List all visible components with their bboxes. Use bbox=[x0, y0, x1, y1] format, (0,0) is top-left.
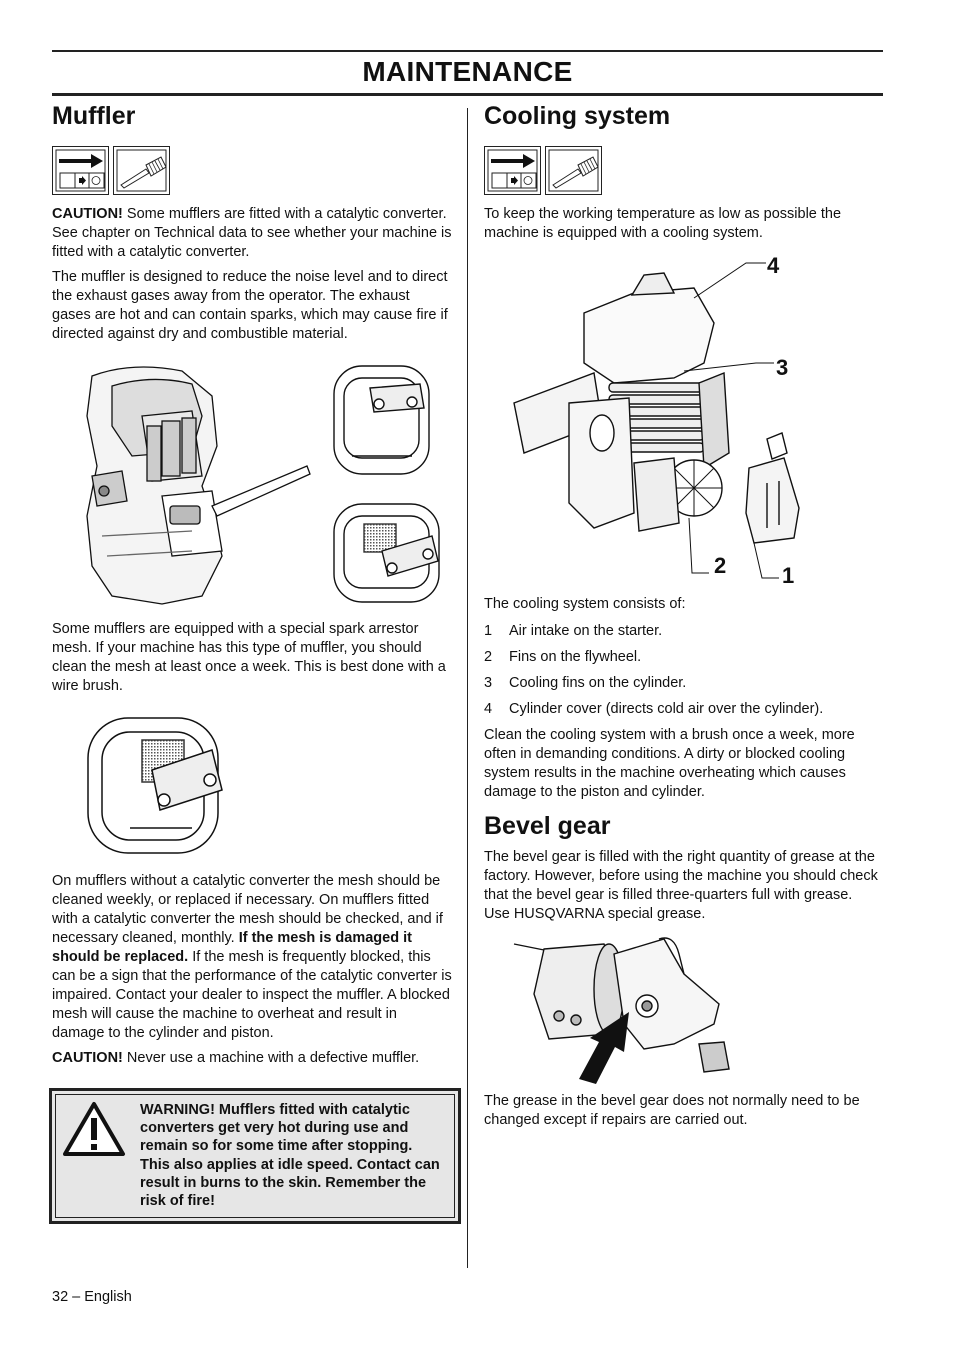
muffler-section bbox=[52, 100, 452, 1068]
cooling-parts-list bbox=[484, 622, 882, 719]
muffler-illustration bbox=[52, 356, 452, 606]
cooling-system-illustration bbox=[484, 253, 882, 593]
list-item: 1 Air intake on the starter. bbox=[484, 623, 663, 639]
page-number: 32 – English bbox=[52, 1289, 132, 1305]
spark-arrestor-text: Some mufflers are equipped with a special spark arrestor mesh. If your machine has this type of muffler, you should clean the mesh at least once a week. This is best done with a wire brush. bbox=[52, 621, 446, 694]
wire-brush-icon bbox=[113, 146, 170, 195]
cooling-consists: The cooling system consists of: bbox=[484, 596, 686, 612]
header-rule-bottom bbox=[52, 93, 883, 96]
column-divider bbox=[467, 108, 468, 1268]
list-item: 3 Cooling fins on the cylinder. bbox=[484, 675, 687, 691]
stop-switch-arrow-icon bbox=[52, 146, 109, 195]
callout-3: 3 bbox=[776, 355, 789, 380]
cooling-clean-text: Clean the cooling system with a brush once a week, more often in demanding conditions. A dirty or blocked cooling system results in the machine overheating which causes damage to the piston and cylinder. bbox=[484, 727, 855, 800]
muffler-caution: CAUTION! Some mufflers are fitted with a catalytic converter. See chapter on Technical data to see whether your machine is fitted with a catalytic converter. bbox=[52, 206, 452, 260]
callout-2: 2 bbox=[714, 553, 727, 578]
wire-brush-icon bbox=[545, 146, 602, 195]
header-rule-top bbox=[52, 50, 883, 52]
bevel-text: The bevel gear is filled with the right quantity of grease at the factory. However, before using the machine you should check that the bevel gear is filled three-quarters full with grease. Use HUSQVARNA special grease. bbox=[484, 849, 878, 922]
list-item: 2 Fins on the flywheel. bbox=[484, 649, 642, 665]
bevel-gear-illustration bbox=[484, 934, 882, 1084]
cooling-symbols bbox=[484, 146, 882, 195]
section-title: MAINTENANCE bbox=[362, 56, 573, 87]
stop-switch-arrow-icon bbox=[484, 146, 541, 195]
muffler-caution-defective: CAUTION! Never use a machine with a defective muffler. bbox=[52, 1050, 420, 1066]
list-item: 4 Cylinder cover (directs cold air over the cylinder). bbox=[484, 701, 824, 717]
muffler-symbols bbox=[52, 146, 452, 195]
spark-arrestor-illustration bbox=[52, 710, 452, 860]
bevel-heading: Bevel gear bbox=[484, 812, 611, 840]
warning-text: WARNING! Mufflers fitted with catalytic converters get very hot during use and remain so for some time after stopping. This also applies at idle speed. Contact can result in burns to the skin. Remember the risk of fire! bbox=[140, 1102, 440, 1210]
warning-triangle-icon bbox=[62, 1101, 126, 1157]
callout-4: 4 bbox=[767, 253, 780, 278]
muffler-heading: Muffler bbox=[52, 102, 136, 130]
mesh-maintenance-text: On mufflers without a catalytic converter the mesh should be cleaned weekly, or replaced if necessary. On mufflers fitted with a catalytic converter the mesh should be checked, and if necessary cleaned, monthly. If the mesh is damaged it should be replaced. If the mesh is frequently blocked, this can be a sign that the performance of the catalytic converter is impaired. Contact your dealer to inspect the muffler. A blocked mesh will cause the machine to overheat and result in damage to the cylinder and piston. bbox=[52, 873, 452, 1041]
cooling-heading: Cooling system bbox=[484, 102, 671, 130]
muffler-description: The muffler is designed to reduce the noise level and to direct the exhaust gases away from the operator. The exhaust gases are hot and can contain sparks, which may cause fire if directed against dry and combustible material. bbox=[52, 269, 448, 342]
bevel-grease-text: The grease in the bevel gear does not normally need to be changed except if repairs are carried out. bbox=[484, 1093, 860, 1128]
callout-1: 1 bbox=[782, 563, 795, 588]
warning-box bbox=[49, 1088, 461, 1224]
cooling-intro: To keep the working temperature as low as possible the machine is equipped with a cooling system. bbox=[484, 206, 842, 241]
cooling-section bbox=[484, 100, 882, 1130]
